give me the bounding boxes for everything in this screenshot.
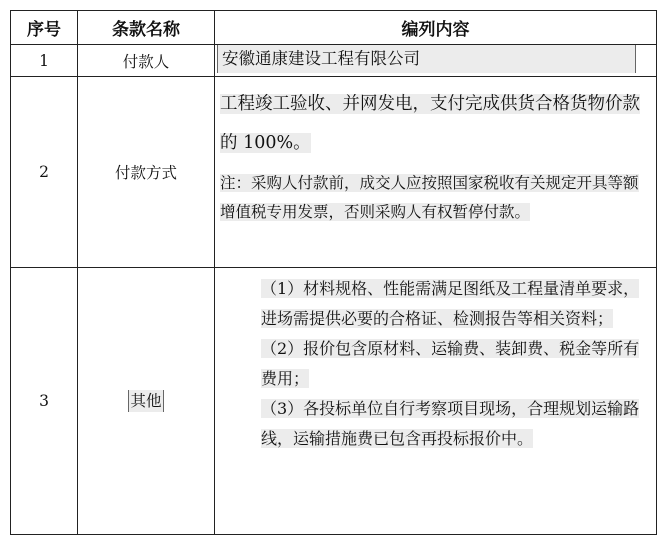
row-number: 1 — [11, 45, 78, 77]
clause-name: 付款方式 — [78, 77, 215, 268]
other-item-1-text: （1）材料规格、性能需满足图纸及工程量清单要求，进场需提供必要的合格证、检测报告等相关资料； — [261, 279, 640, 328]
other-item-1[interactable] — [215, 268, 656, 334]
clause-content — [215, 268, 657, 535]
table-row — [11, 77, 657, 268]
header-name: 条款名称 — [78, 11, 215, 45]
clause-name: 付款人 — [78, 45, 215, 77]
payment-note — [215, 163, 656, 227]
row-number: 3 — [11, 268, 78, 535]
payment-terms-text: 工程竣工验收、并网发电，支付完成供货合格货物价款的 100%。 — [220, 94, 640, 153]
header-num: 序号 — [11, 11, 78, 45]
payment-terms-field[interactable] — [215, 77, 656, 163]
clause-content — [215, 45, 657, 77]
clause-content — [215, 77, 657, 268]
other-item-2[interactable] — [215, 334, 656, 394]
table-header-row — [11, 11, 657, 45]
other-item-3-text: （3）各投标单位自行考察项目现场，合理规划运输路线，运输措施费已包含再投标报价中。 — [261, 399, 640, 448]
clause-name-cell — [78, 268, 215, 535]
payer-field[interactable]: 安徽通康建设工程有限公司 — [217, 45, 636, 73]
table-row — [11, 45, 657, 77]
header-content: 编列内容 — [215, 11, 657, 45]
payment-note-text: 注：采购人付款前，成交人应按照国家税收有关规定开具等额增值税专用发票，否则采购人有权暂停付款。 — [220, 174, 639, 221]
row-number: 2 — [11, 77, 78, 268]
other-item-3[interactable] — [215, 394, 656, 454]
clause-table — [10, 10, 657, 535]
other-item-2-text: （2）报价包含原材料、运输费、装卸费、税金等所有费用； — [261, 339, 640, 388]
table-row — [11, 268, 657, 535]
clause-name[interactable]: 其他 — [130, 392, 162, 410]
